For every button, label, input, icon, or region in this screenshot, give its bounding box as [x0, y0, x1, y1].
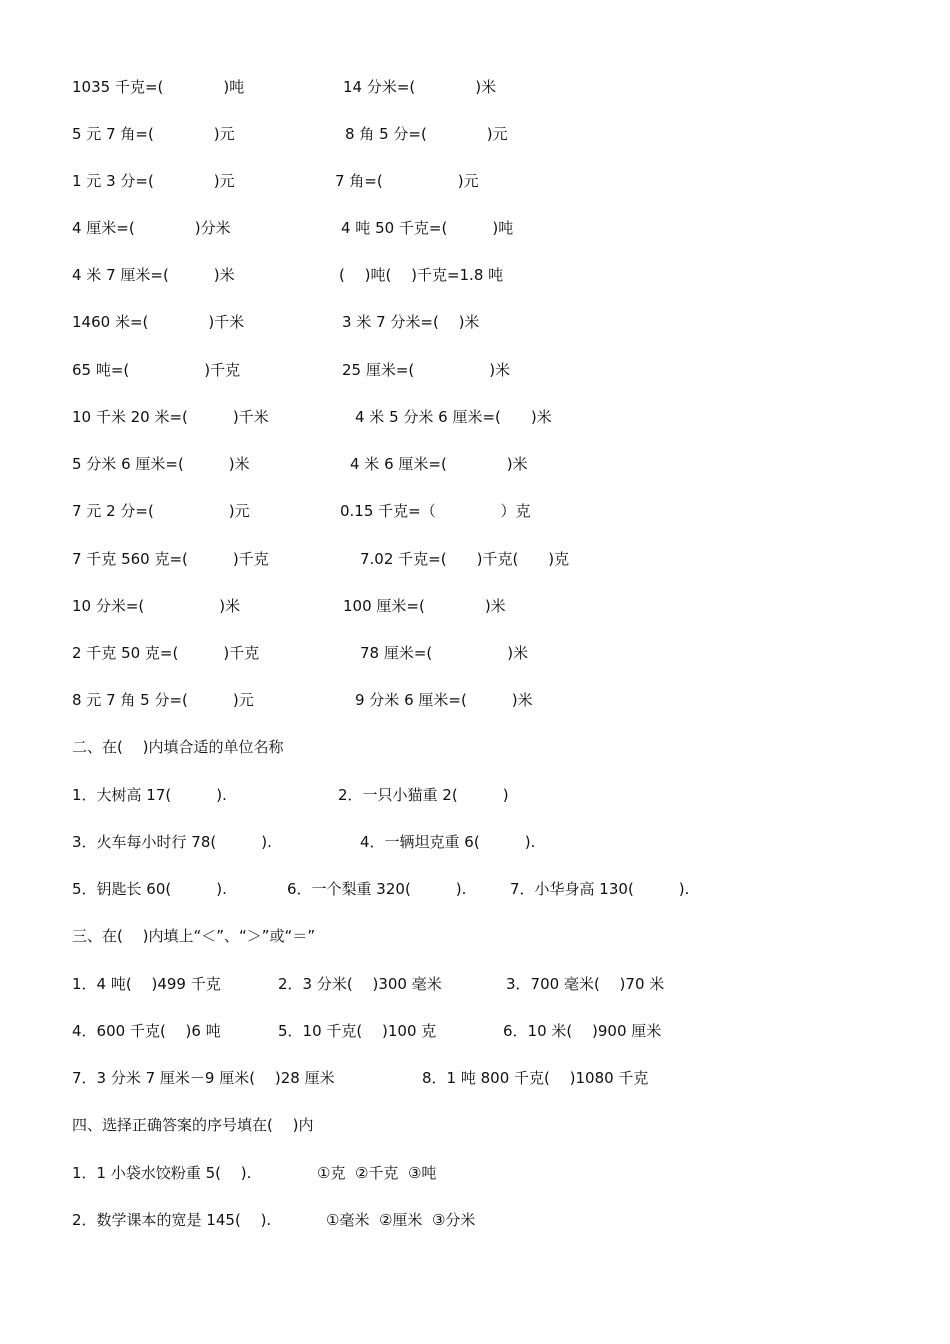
section-3-title: 三、在( )内填上“＜”、“＞”或“＝” — [72, 927, 316, 945]
conversion-left: 7 千克 560 克=( )千克 — [72, 550, 269, 568]
conversion-row — [0, 169, 950, 193]
compare-item: 2．3 分米( )300 毫米 — [278, 975, 442, 993]
compare-item: 5．10 千克( )100 克 — [278, 1022, 437, 1040]
compare-item: 1．4 吨( )499 千克 — [72, 975, 221, 993]
conversion-right: 7.02 千克=( )千克( )克 — [360, 550, 570, 568]
conversion-left: 1460 米=( )千米 — [72, 313, 245, 331]
conversion-right: ( )吨( )千克=1.8 吨 — [339, 266, 504, 284]
question-row — [0, 783, 950, 807]
compare-row — [0, 1019, 950, 1043]
conversion-right: 8 角 5 分=( )元 — [345, 125, 508, 143]
section-4-title: 四、选择正确答案的序号填在( )内 — [72, 1116, 314, 1134]
conversion-row — [0, 641, 950, 665]
conversion-left: 2 千克 50 克=( )千克 — [72, 644, 260, 662]
conversion-row — [0, 263, 950, 287]
conversion-row — [0, 216, 950, 240]
compare-item: 6．10 米( )900 厘米 — [503, 1022, 662, 1040]
conversion-right: 14 分米=( )米 — [343, 78, 497, 96]
conversion-left: 5 分米 6 厘米=( )米 — [72, 455, 250, 473]
conversion-row — [0, 122, 950, 146]
conversion-left: 1 元 3 分=( )元 — [72, 172, 235, 190]
question-item: 1．大树高 17( ). — [72, 786, 227, 804]
conversion-right: 0.15 千克=（ ）克 — [340, 502, 531, 520]
conversion-right: 78 厘米=( )米 — [360, 644, 529, 662]
compare-item: 8．1 吨 800 千克( )1080 千克 — [422, 1069, 649, 1087]
conversion-row — [0, 594, 950, 618]
choice-question: 1．1 小袋水饺粉重 5( ). — [72, 1164, 252, 1182]
compare-item: 7．3 分米 7 厘米－9 厘米( )28 厘米 — [72, 1069, 335, 1087]
compare-item: 4．600 千克( )6 吨 — [72, 1022, 221, 1040]
conversion-row — [0, 688, 950, 712]
compare-item: 3．700 毫米( )70 米 — [506, 975, 665, 993]
conversion-right: 25 厘米=( )米 — [342, 361, 511, 379]
question-item: 3．火车每小时行 78( ). — [72, 833, 272, 851]
conversion-right: 4 吨 50 千克=( )吨 — [341, 219, 514, 237]
question-row — [0, 877, 950, 901]
question-item: 4．一辆坦克重 6( ). — [360, 833, 536, 851]
conversion-left: 65 吨=( )千克 — [72, 361, 241, 379]
question-item: 6．一个梨重 320( ). — [287, 880, 467, 898]
choice-question: 2．数学课本的宽是 145( ). — [72, 1211, 272, 1229]
conversion-row — [0, 358, 950, 382]
compare-row — [0, 972, 950, 996]
conversion-right: 4 米 5 分米 6 厘米=( )米 — [355, 408, 552, 426]
conversion-row — [0, 405, 950, 429]
question-row — [0, 830, 950, 854]
compare-row — [0, 1066, 950, 1090]
question-item: 7．小华身高 130( ). — [510, 880, 690, 898]
section-3-heading — [0, 924, 950, 948]
conversion-left: 4 厘米=( )分米 — [72, 219, 231, 237]
conversion-right: 4 米 6 厘米=( )米 — [350, 455, 528, 473]
conversion-left: 1035 千克=( )吨 — [72, 78, 245, 96]
question-item: 5．钥匙长 60( ). — [72, 880, 227, 898]
conversion-left: 7 元 2 分=( )元 — [72, 502, 250, 520]
conversion-row — [0, 452, 950, 476]
section-2-title: 二、在( )内填合适的单位名称 — [72, 738, 284, 756]
section-2-heading — [0, 735, 950, 759]
conversion-right: 7 角=( )元 — [335, 172, 479, 190]
choice-row — [0, 1161, 950, 1185]
conversion-left: 5 元 7 角=( )元 — [72, 125, 235, 143]
choice-options: ①毫米 ②厘米 ③分米 — [326, 1211, 476, 1229]
conversion-left: 8 元 7 角 5 分=( )元 — [72, 691, 254, 709]
conversion-left: 10 分米=( )米 — [72, 597, 241, 615]
conversion-row — [0, 310, 950, 334]
conversion-row — [0, 75, 950, 99]
choice-row — [0, 1208, 950, 1232]
conversion-row — [0, 499, 950, 523]
conversion-left: 4 米 7 厘米=( )米 — [72, 266, 235, 284]
conversion-right: 9 分米 6 厘米=( )米 — [355, 691, 533, 709]
question-item: 2．一只小猫重 2( ) — [338, 786, 509, 804]
section-4-heading — [0, 1113, 950, 1137]
choice-options: ①克 ②千克 ③吨 — [317, 1164, 437, 1182]
conversion-right: 3 米 7 分米=( )米 — [342, 313, 480, 331]
conversion-right: 100 厘米=( )米 — [343, 597, 506, 615]
conversion-left: 10 千米 20 米=( )千米 — [72, 408, 269, 426]
conversion-row — [0, 547, 950, 571]
